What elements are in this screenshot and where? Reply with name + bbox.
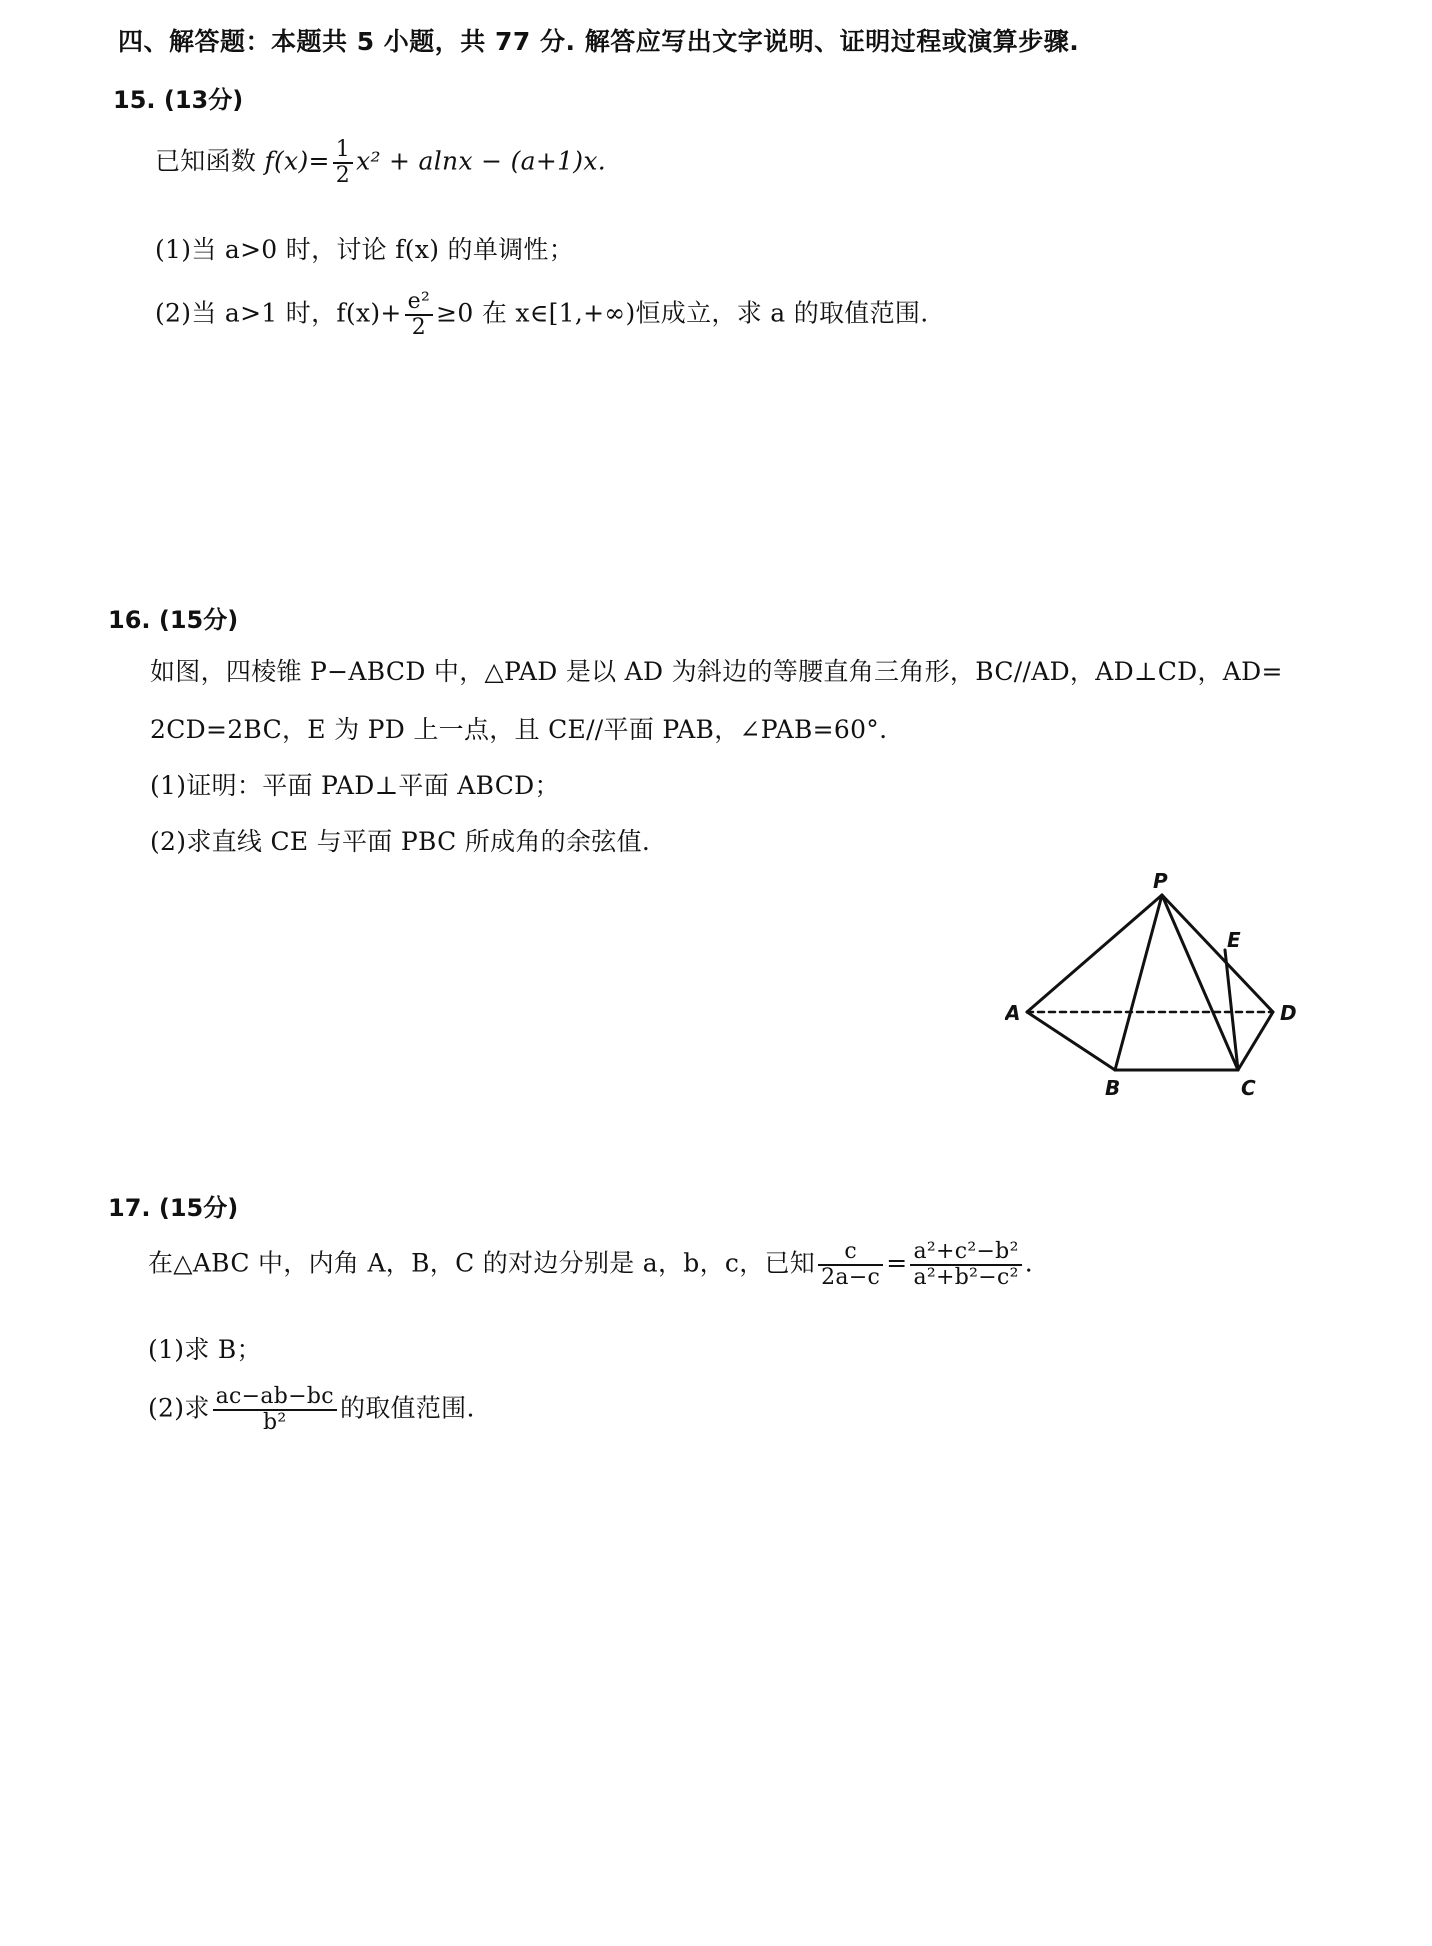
q17-frac2-den: a²+b²−c² (913, 1265, 1019, 1291)
q17-fraction1 (818, 1240, 883, 1290)
q17-part2-prefix: (2)求 (148, 1393, 210, 1423)
q15-stem-fx: f(x)= (264, 146, 330, 176)
q15-part2-frac-den: 2 (411, 315, 427, 341)
label-E: E (1227, 928, 1241, 952)
label-D: D (1280, 1001, 1297, 1025)
q17-frac2-num: a²+c²−b² (910, 1240, 1021, 1266)
q15-part2-frac-num: e² (405, 290, 433, 316)
q16-score: (15分) (158, 606, 239, 634)
q17-fraction2 (910, 1240, 1021, 1290)
edge-PA (1027, 895, 1162, 1012)
q16-part1: (1)证明：平面 PAD⊥平面 ABCD； (150, 771, 560, 800)
q15-frac-num: 1 (333, 138, 353, 164)
q16-line1: 如图，四棱锥 P−ABCD 中，△PAD 是以 AD 为斜边的等腰直角三角形，BC//AD，AD⊥CD，AD= (150, 657, 1283, 686)
q15-fraction (333, 138, 353, 188)
q16-part2: (2)求直线 CE 与平面 PBC 所成角的余弦值. (150, 827, 651, 856)
q17-stem-prefix: 在△ABC 中，内角 A，B，C 的对边分别是 a，b，c，已知 (148, 1248, 816, 1278)
q15-stem-prefix: 已知函数 (155, 146, 257, 176)
q15-number: 15. (113, 86, 156, 114)
section-header: 四、解答题：本题共 5 小题，共 77 分. 解答应写出文字说明、证明过程或演算步骤. (118, 27, 1080, 56)
q15-part1: (1)当 a>0 时，讨论 f(x) 的单调性； (155, 235, 575, 264)
q17-part1: (1)求 B； (148, 1335, 262, 1364)
q17-part2 (148, 1385, 475, 1435)
q16-line2: 2CD=2BC，E 为 PD 上一点，且 CE//平面 PAB，∠PAB=60°. (150, 715, 888, 744)
q16-heading (108, 600, 238, 635)
edge-PD (1162, 895, 1273, 1012)
q17-equals: = (886, 1248, 908, 1278)
q16-number: 16. (108, 606, 151, 634)
q15-part2-prefix: (2)当 a>1 时，f(x)+ (155, 298, 402, 328)
q15-stem (155, 138, 606, 188)
q17-heading (108, 1188, 238, 1223)
q17-number: 17. (108, 1194, 151, 1222)
q15-score: (13分) (163, 86, 244, 114)
q15-part2 (155, 290, 928, 340)
pyramid-diagram (1005, 870, 1305, 1105)
q17-part2-frac-num: ac−ab−bc (213, 1385, 337, 1411)
label-A: A (1005, 1001, 1021, 1025)
q17-part2-frac-den: b² (263, 1410, 287, 1436)
q15-heading (113, 80, 243, 115)
q15-part2-rest: ≥0 在 x∈[1,+∞)恒成立，求 a 的取值范围. (436, 298, 929, 328)
edge-CD (1238, 1012, 1273, 1070)
edge-AB (1027, 1012, 1115, 1070)
q17-frac1-num: c (818, 1240, 883, 1266)
q17-part2-fraction (213, 1385, 337, 1435)
q17-score: (15分) (158, 1194, 239, 1222)
q15-stem-rest: x² + alnx − (a+1)x. (356, 146, 606, 176)
q17-stem (148, 1240, 1033, 1290)
label-C: C (1241, 1076, 1256, 1100)
edge-PC (1162, 895, 1238, 1070)
q17-frac1-den: 2a−c (821, 1265, 881, 1291)
q15-part2-fraction (405, 290, 433, 340)
label-P: P (1153, 870, 1168, 893)
label-B: B (1105, 1076, 1121, 1100)
edge-PB (1115, 895, 1162, 1070)
q15-frac-den: 2 (335, 163, 351, 189)
q17-stem-end: . (1024, 1248, 1033, 1278)
q17-part2-rest: 的取值范围. (339, 1393, 475, 1423)
